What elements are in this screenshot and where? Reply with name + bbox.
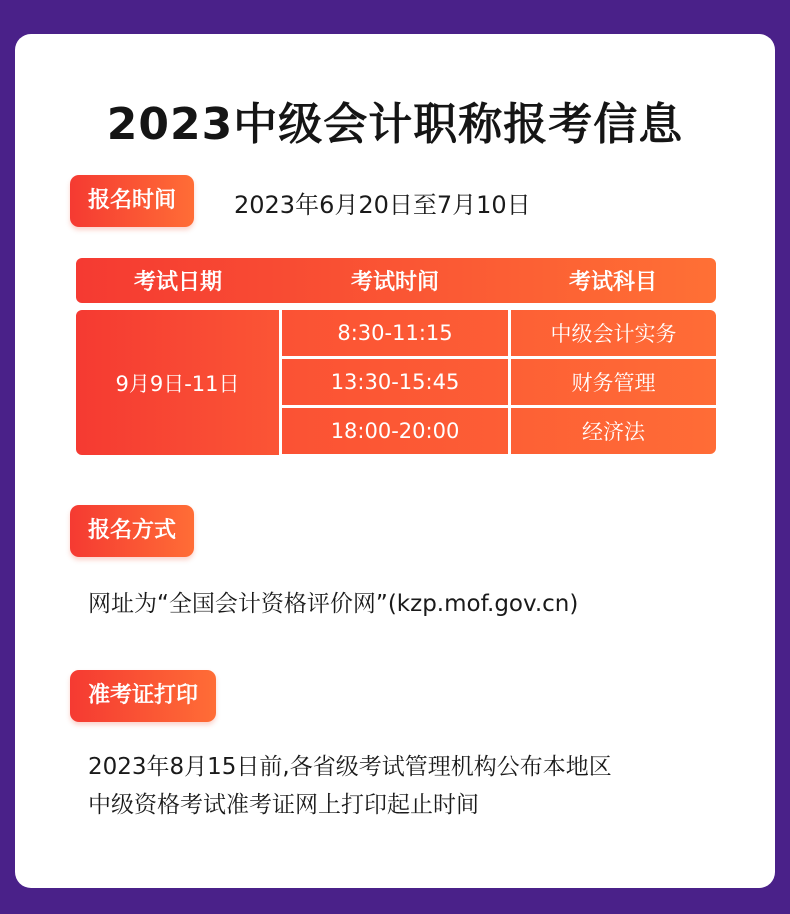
table-row — [282, 359, 716, 405]
registration-time-tag: 报名时间 — [70, 175, 194, 227]
exam-table-header — [76, 258, 716, 303]
admission-ticket-line-2: 中级资格考试准考证网上打印起止时间 — [88, 792, 479, 818]
exam-subject-cell: 中级会计实务 — [511, 310, 716, 356]
table-row — [282, 408, 716, 454]
exam-subject-cell: 财务管理 — [511, 359, 716, 405]
exam-time-cell: 8:30-11:15 — [282, 310, 508, 356]
exam-time-cell: 13:30-15:45 — [282, 359, 508, 405]
header-exam-subject: 考试科目 — [568, 270, 657, 295]
registration-date: 2023年6月20日至7月10日 — [234, 191, 531, 219]
page-title: 2023中级会计职称报考信息 — [106, 99, 684, 150]
header-exam-time: 考试时间 — [350, 270, 439, 295]
registration-method-text: 网址为“全国会计资格评价网”(kzp.mof.gov.cn) — [88, 591, 579, 617]
registration-method-tag: 报名方式 — [70, 505, 194, 557]
admission-ticket-tag: 准考证打印 — [70, 670, 216, 722]
exam-time-cell: 18:00-20:00 — [282, 408, 508, 454]
admission-ticket-line-1: 2023年8月15日前,各省级考试管理机构公布本地区 — [88, 754, 612, 780]
table-row — [282, 310, 716, 356]
exam-subject-cell: 经济法 — [511, 408, 716, 454]
header-exam-date: 考试日期 — [133, 270, 222, 295]
exam-date-cell: 9月9日-11日 — [76, 310, 279, 455]
exam-table-body — [76, 310, 716, 455]
